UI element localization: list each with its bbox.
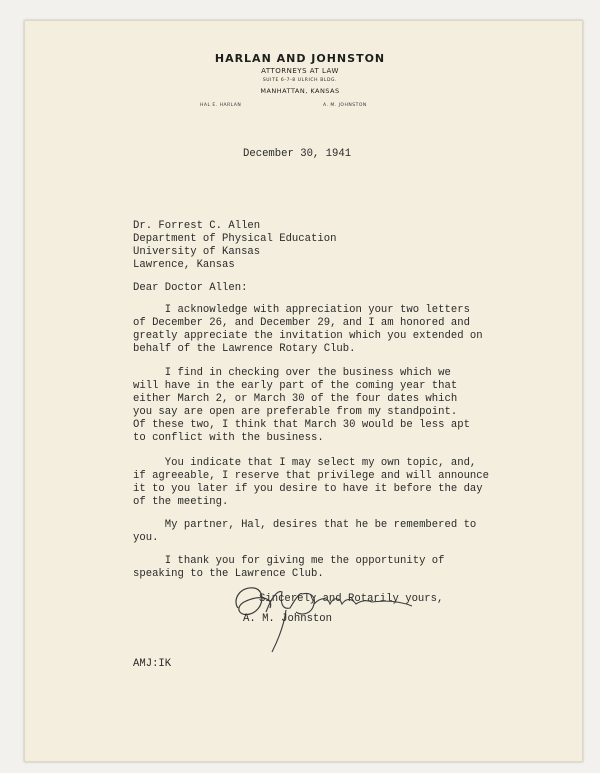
address-line: Lawrence, Kansas <box>133 259 235 271</box>
body-line: you. <box>133 532 159 544</box>
body-line: will have in the early part of the coming year that <box>133 380 458 392</box>
letterhead-partner-left: HAL E. HARLAN <box>200 103 242 108</box>
body-line: to conflict with the business. <box>133 432 324 444</box>
body-line: Of these two, I think that March 30 would be less apt <box>133 419 470 431</box>
body-line: of the meeting. <box>133 496 229 508</box>
letterhead-city: MANHATTAN, KANSAS <box>260 87 340 95</box>
letterhead-profession: ATTORNEYS AT LAW <box>261 67 339 75</box>
letterhead-partner-right: A. M. JOHNSTON <box>323 103 367 108</box>
address-line: Department of Physical Education <box>133 233 337 245</box>
address-line: Dr. Forrest C. Allen <box>133 220 261 232</box>
body-line: I find in checking over the business which we <box>133 367 451 379</box>
body-line: if agreeable, I reserve that privilege and will announce <box>133 470 490 482</box>
signer-name: A. M. Johnston <box>243 613 333 625</box>
body-line: greatly appreciate the invitation which you extended on <box>133 330 483 342</box>
body-line: you say are open are preferable from my standpoint. <box>133 406 458 418</box>
body-line: speaking to the Lawrence Club. <box>133 568 324 580</box>
reference-initials: AMJ:IK <box>133 658 172 670</box>
salutation: Dear Doctor Allen: <box>133 282 248 294</box>
letterhead-firm-name: HARLAN AND JOHNSTON <box>214 52 386 65</box>
body-line: You indicate that I may select my own topic, and, <box>133 457 477 469</box>
body-line: it to you later if you desire to have it before the day <box>133 483 483 495</box>
body-line: either March 2, or March 30 of the four dates which <box>133 393 458 405</box>
body-line: behalf of the Lawrence Rotary Club. <box>133 343 356 355</box>
letterhead-suite: SUITE 6-7-8 ULRICH BLDG. <box>262 78 338 83</box>
letter-date: December 30, 1941 <box>243 148 352 160</box>
body-line: of December 26, and December 29, and I am honored and <box>133 317 470 329</box>
body-line: My partner, Hal, desires that he be remembered to <box>133 519 477 531</box>
address-line: University of Kansas <box>133 246 261 258</box>
closing: Sincerely and Rotarily yours, <box>259 593 444 605</box>
body-line: I thank you for giving me the opportunity of <box>133 555 445 567</box>
body-line: I acknowledge with appreciation your two letters <box>133 304 470 316</box>
